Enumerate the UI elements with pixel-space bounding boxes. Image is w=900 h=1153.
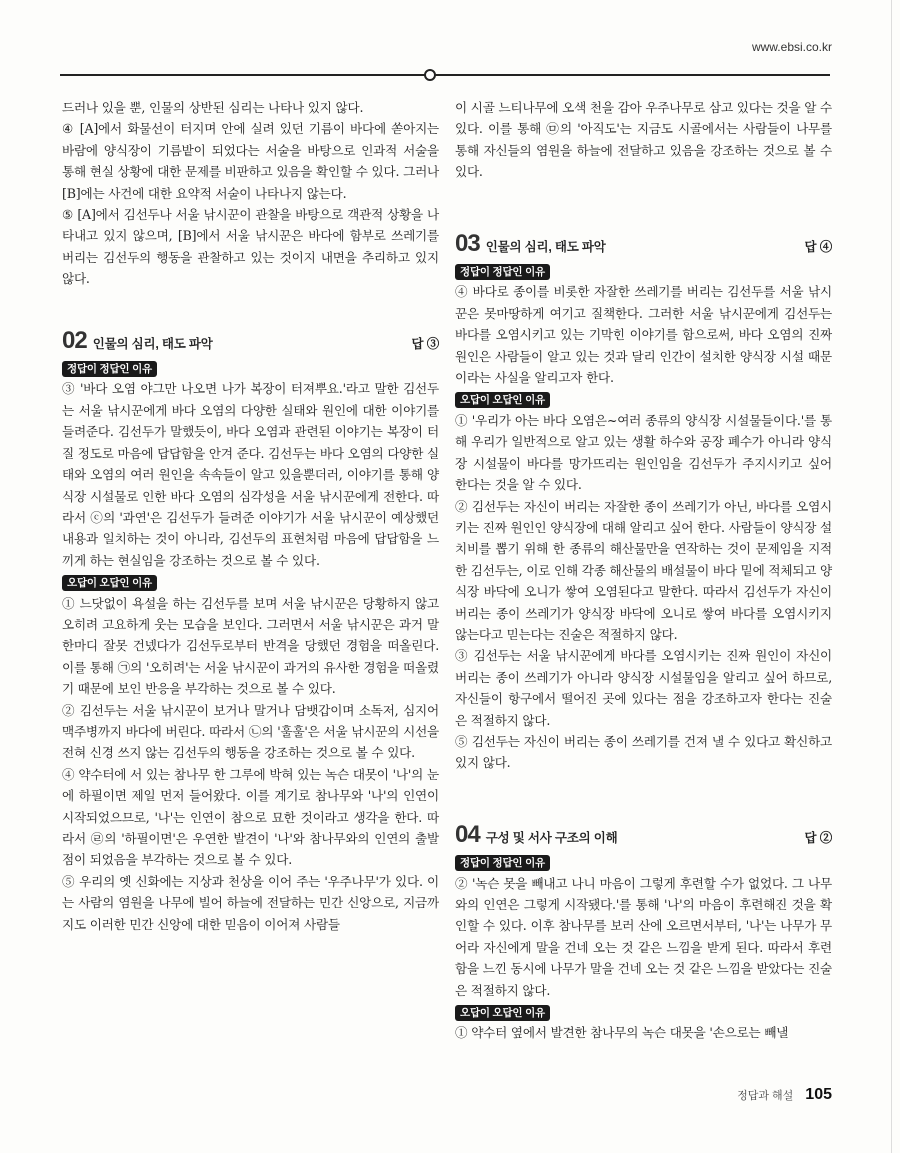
correct-reason-badge: 정답이 정답인 이유 (62, 361, 157, 377)
paragraph: ④ [A]에서 화물선이 터지며 안에 실려 있던 기름이 바다에 쏟아지는 바람에 양식장이 기름밭이 되었다는 서술을 바탕으로 인과적 서술을 통해 현실 상황에 대한 문제를 비판하고 있음을 확인할 수 있다. 그러나 [B]에는 사건에 대한 요약적 서술이 나타나지 않는다. (62, 121, 439, 201)
question-answer: 답 ③ (411, 336, 439, 351)
paragraph: ① '우리가 아는 바다 오염은~여러 종류의 양식장 시설물들이다.'를 통해 우리가 일반적으로 알고 있는 생활 하수와 공장 폐수가 아니라 양식장 시설물이 바다를 망가뜨리는 원인임을 김선두가 주지시키고 싶어 한다는 것을 알 수 있다. (455, 412, 832, 493)
footer-label: 정답과 해설 (737, 1090, 794, 1102)
header-rule (60, 74, 830, 76)
paragraph: ④ 바다로 종이를 비롯한 자잘한 쓰레기를 버리는 김선두를 서울 낚시꾼은 못마땅하게 여기고 질책한다. 그러한 서울 낚시꾼에게 김선두는 바다를 오염시키고 있는 기막힌 이야기를 함으로써, 바다 오염의 진짜 원인은 사람들이 알고 있는 것과 달리 인간이 설치한 양식장 시설 때문이라는 사실을 알리고자 한다. (455, 284, 832, 386)
paragraph: ② 김선두는 자신이 버리는 자잘한 종이 쓰레기가 아닌, 바다를 오염시키는 진짜 원인인 양식장에 대해 알리고 싶어 한다. 사람들이 양식장 설치비를 뽑기 위해 한 종류의 해산물만을 연작하는 것이 문제임을 지적한 김선두는, 이로 인해 각종 해산물의 배설물이 바다 밑에 적체되고 양식장 바닥에 오니가 쌓여 오염된다고 말한다. 따라서 김선두가 자신이 버리는 종이 쓰레기가 양식장 바닥에 오니로 쌓여 바다를 오염시키지 않는다고 믿는다는 진술은 적절하지 않다. (455, 498, 832, 642)
paragraph: ② '녹슨 못을 빼내고 나니 마음이 그렇게 후련할 수가 없었다. 그 나무와의 인연은 그렇게 시작됐다.'를 통해 '나'의 마음이 후련해진 것을 확인할 수 있다. 이후 참나무를 보러 산에 오르면서부터, '나'는 나무가 무어라 자신에게 말을 건네 오는 것 같은 느낌을 받게 된다. 따라서 후련함을 느낀 동시에 나무가 말을 건네 오는 것 같은 느낌을 받았다는 진술은 적절하지 않다. (455, 875, 832, 998)
correct-reason-badge: 정답이 정답인 이유 (455, 264, 550, 280)
question-title: 구성 및 서사 구조의 이해 (485, 830, 618, 845)
wrong-reason-badge: 오답이 오답인 이유 (455, 1005, 550, 1021)
paragraph: 드러나 있을 뿐, 인물의 상반된 심리는 나타나 있지 않다. (62, 100, 364, 115)
page-footer (737, 1086, 832, 1104)
paragraph: ① 느닷없이 욕설을 하는 김선두를 보며 서울 낚시꾼은 당황하지 않고 오히려 고요하게 웃는 모습을 보인다. 그러면서 서울 낚시꾼은 과거 말 한마디 잘못 건넸다가 김선두로부터 반격을 당했던 경험을 떠올린다. 이를 통해 ㉠의 '오히려'는 서울 낚시꾼이 과거의 유사한 경험을 떠올렸기 때문에 보인 반응을 부각하는 것으로 볼 수 있다. (62, 595, 439, 697)
question-title: 인물의 심리, 태도 파악 (485, 239, 606, 254)
page-number: 105 (805, 1086, 832, 1103)
question-number: 04 (455, 820, 480, 848)
left-column (62, 97, 439, 935)
correct-reason-badge: 정답이 정답인 이유 (455, 855, 550, 871)
page-edge (891, 0, 892, 1153)
question-number: 02 (62, 326, 87, 354)
question-number: 03 (455, 229, 480, 257)
question-answer: 답 ④ (804, 239, 832, 254)
question-04-header (455, 820, 832, 849)
paragraph: ④ 약수터에 서 있는 참나무 한 그루에 박혀 있는 녹슨 대못이 '나'의 눈에 하필이면 제일 먼저 들어왔다. 이를 계기로 참나무와 '나'의 인연이 시작되었으므로, '나'는 인연이 참으로 묘한 것이라고 생각을 한다. 따라서 ㉣의 '하필이면'은 우연한 발견이 '나'와 참나무와의 인연의 출발점이 되었음을 부각하는 것으로 볼 수 있다. (62, 766, 439, 868)
paragraph: ③ 김선두는 서울 낚시꾼에게 바다를 오염시키는 진짜 원인이 자신이 버리는 종이 쓰레기가 아니라 양식장 시설물임을 알리고 싶어 하므로, 자신들이 항구에서 떨어진 곳에 있다는 점을 강조하고자 한다는 진술은 적절하지 않다. (455, 648, 832, 728)
paragraph: ② 김선두는 서울 낚시꾼이 보거나 말거나 담뱃갑이며 소독저, 심지어 맥주병까지 바다에 버린다. 따라서 ㉡의 '훌훌'은 서울 낚시꾼의 시선을 전혀 신경 쓰지 않는 김선두의 행동을 강조하는 것으로 볼 수 있다. (62, 702, 439, 761)
paragraph: 이 시골 느티나무에 오색 천을 감아 우주나무로 삼고 있다는 것을 알 수 있다. 이를 통해 ㉤의 '아직도'는 지금도 시골에서는 사람들이 나무를 통해 자신들의 염원을 하늘에 전달하고 있음을 강조하는 것으로 볼 수 있다. (455, 100, 832, 180)
question-03-header (455, 229, 832, 258)
question-02-header (62, 326, 439, 355)
paragraph: ⑤ [A]에서 김선두나 서울 낚시꾼이 관찰을 바탕으로 객관적 상황을 나타내고 있지 않으며, [B]에서 서울 낚시꾼은 바다에 함부로 쓰레기를 버리는 김선두의 행동을 관찰하고 있는 것이지 내면을 추리하고 있지 않다. (62, 207, 439, 287)
question-answer: 답 ② (804, 830, 832, 845)
question-title: 인물의 심리, 태도 파악 (92, 336, 213, 351)
right-column (455, 97, 832, 1044)
wrong-reason-badge: 오답이 오답인 이유 (62, 575, 157, 591)
paragraph: ③ '바다 오염 야그만 나오면 나가 복장이 터져뿌요.'라고 말한 김선두는 서울 낚시꾼에게 바다 오염의 다양한 실태와 원인에 대한 이야기를 들려준다. 김선두가 말했듯이, 바다 오염과 관련된 이야기는 복장이 터질 정도로 마음에 답답함을 안겨 준다. 김선두는 바다 오염의 다양한 실태와 오염의 여러 원인을 속속들이 알고 있을뿐더러, 이야기를 통해 양식장 시설물로 인한 바다 오염의 심각성을 서울 낚시꾼에게 전한다. 따라서 ⓒ의 '과연'은 김선두가 들려준 이야기가 서울 낚시꾼이 예상했던 내용과 일치하는 것이 아니라, 김선두의 표현처럼 마음에 답답함을 느끼게 하는 현실임을 강조하는 것으로 볼 수 있다. (62, 381, 439, 568)
paragraph: ⑤ 우리의 옛 신화에는 지상과 천상을 이어 주는 '우주나무'가 있다. 이는 사람의 염원을 나무에 빌어 하늘에 전달하는 민간 신앙으로, 지금까지도 이러한 민간 신앙에 대한 믿음이 이어져 사람들 (62, 873, 439, 932)
header-rule-dot (424, 69, 436, 81)
paragraph: ① 약수터 옆에서 발견한 참나무의 녹슨 대못을 '손으로는 빼낼 (455, 1025, 789, 1041)
site-url: www.ebsi.co.kr (751, 40, 832, 54)
paragraph: ⑤ 김선두는 자신이 버리는 종이 쓰레기를 건져 낼 수 있다고 확신하고 있지 않다. (455, 733, 832, 771)
wrong-reason-badge: 오답이 오답인 이유 (455, 392, 550, 408)
